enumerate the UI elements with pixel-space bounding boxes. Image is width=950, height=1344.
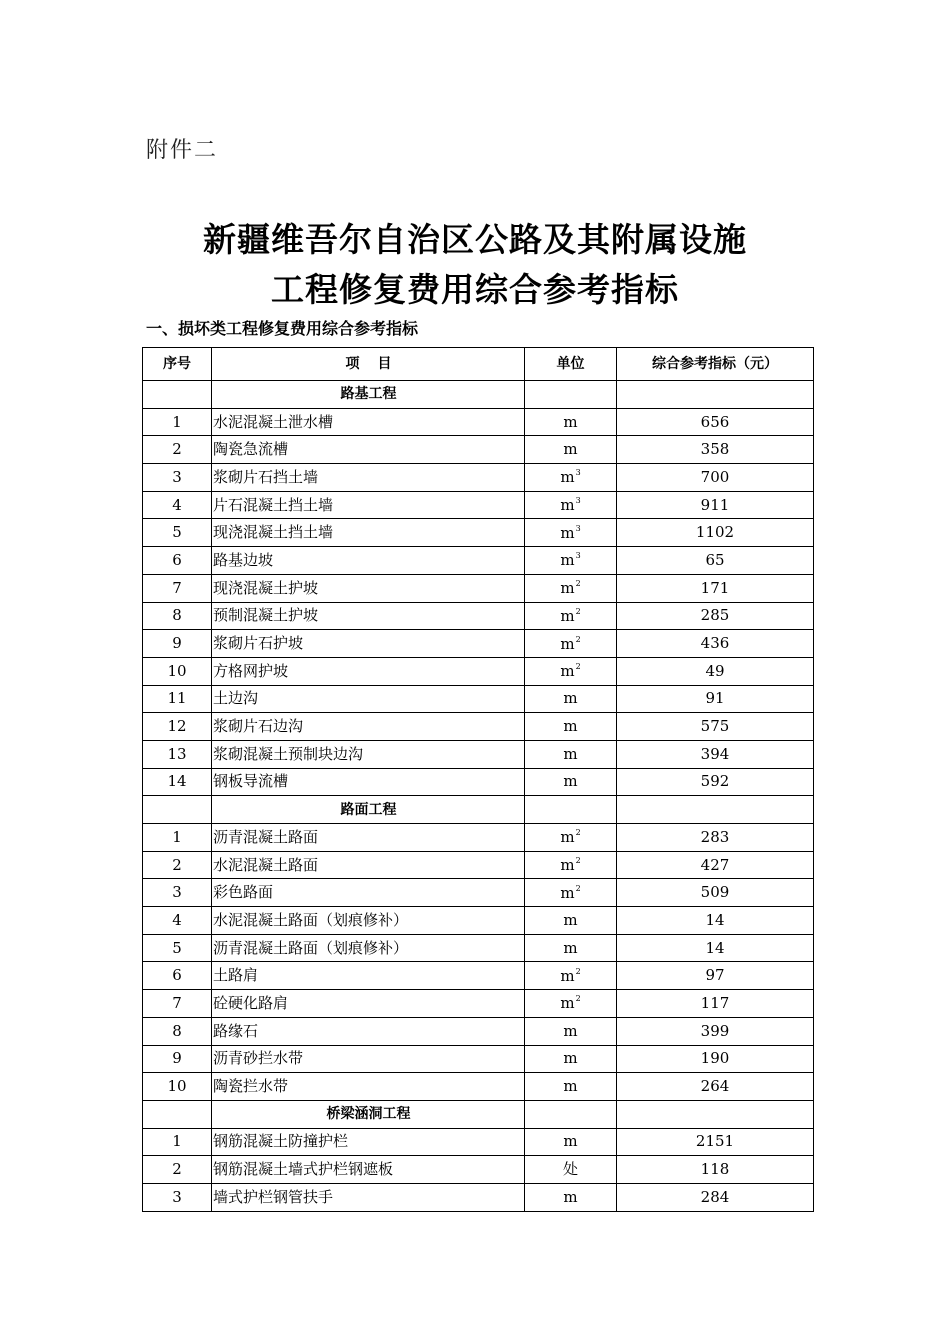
row-value: 117 — [617, 990, 814, 1018]
row-item: 钢板导流槽 — [212, 768, 525, 796]
row-item: 路缘石 — [212, 1017, 525, 1045]
table-row — [143, 851, 814, 879]
row-item: 砼硬化路肩 — [212, 990, 525, 1018]
unit-text: m — [560, 468, 575, 487]
table-row — [143, 1128, 814, 1156]
table-row — [143, 907, 814, 935]
row-unit — [525, 768, 617, 796]
row-unit — [525, 685, 617, 713]
unit-exponent: 3 — [575, 523, 581, 533]
attachment-label: 附件二 — [146, 138, 219, 163]
row-value: 171 — [617, 574, 814, 602]
row-item: 浆砌混凝土预制块边沟 — [212, 740, 525, 768]
unit-exponent: 2 — [575, 634, 581, 644]
row-index: 2 — [143, 436, 212, 464]
row-item: 浆砌片石挡土墙 — [212, 464, 525, 492]
row-item: 路基边坡 — [212, 547, 525, 575]
unit-text: m — [560, 662, 575, 681]
row-item: 预制混凝土护坡 — [212, 602, 525, 630]
unit-exponent: 2 — [575, 883, 581, 893]
row-value: 65 — [617, 547, 814, 575]
row-index: 3 — [143, 464, 212, 492]
row-item: 水泥混凝土路面 — [212, 851, 525, 879]
unit-text: m — [563, 910, 578, 929]
unit-exponent: 2 — [575, 994, 581, 1004]
row-index: 12 — [143, 713, 212, 741]
row-value: 656 — [617, 408, 814, 436]
unit-exponent: 2 — [575, 662, 581, 672]
unit-text: m — [560, 523, 575, 542]
row-index: 6 — [143, 962, 212, 990]
unit-exponent: 2 — [575, 606, 581, 616]
table-row — [143, 602, 814, 630]
group-title: 桥梁涵洞工程 — [212, 1100, 525, 1128]
row-index: 8 — [143, 1017, 212, 1045]
row-value: 97 — [617, 962, 814, 990]
row-unit — [525, 408, 617, 436]
empty-cell — [143, 1100, 212, 1128]
row-unit — [525, 990, 617, 1018]
row-item: 沥青砂拦水带 — [212, 1045, 525, 1073]
row-index: 13 — [143, 740, 212, 768]
unit-exponent: 3 — [575, 468, 581, 478]
table-row — [143, 962, 814, 990]
table-body — [143, 381, 814, 1212]
unit-text: m — [560, 828, 575, 847]
unit-exponent: 2 — [575, 856, 581, 866]
empty-cell — [143, 796, 212, 824]
row-index: 5 — [143, 934, 212, 962]
row-index: 11 — [143, 685, 212, 713]
row-value: 911 — [617, 491, 814, 519]
header-item — [212, 348, 525, 381]
table-row — [143, 657, 814, 685]
table-row — [143, 519, 814, 547]
row-value: 394 — [617, 740, 814, 768]
unit-text: m — [563, 1077, 578, 1096]
row-item: 现浇混凝土挡土墙 — [212, 519, 525, 547]
row-item: 水泥混凝土路面（划痕修补） — [212, 907, 525, 935]
table-row — [143, 1156, 814, 1184]
row-unit — [525, 657, 617, 685]
row-unit — [525, 1156, 617, 1184]
row-value: 14 — [617, 907, 814, 935]
group-title: 路面工程 — [212, 796, 525, 824]
row-unit — [525, 519, 617, 547]
row-unit — [525, 1017, 617, 1045]
unit-text: m — [560, 496, 575, 515]
row-unit — [525, 574, 617, 602]
row-value: 14 — [617, 934, 814, 962]
unit-text: m — [563, 1021, 578, 1040]
table-row — [143, 1183, 814, 1211]
row-index: 9 — [143, 1045, 212, 1073]
unit-text: m — [563, 938, 578, 957]
row-item: 浆砌片石边沟 — [212, 713, 525, 741]
table-row — [143, 824, 814, 852]
row-index: 10 — [143, 1073, 212, 1101]
row-unit — [525, 602, 617, 630]
unit-text: m — [560, 634, 575, 653]
unit-text: m — [563, 440, 578, 459]
unit-text: 处 — [562, 1160, 578, 1179]
cost-index-table — [142, 347, 814, 1212]
row-index: 9 — [143, 630, 212, 658]
row-item: 钢筋混凝土防撞护栏 — [212, 1128, 525, 1156]
header-item-label: 项目 — [345, 356, 410, 372]
row-index: 10 — [143, 657, 212, 685]
document-title-line2: 工程修复费用综合参考指标 — [271, 270, 679, 309]
table-row — [143, 685, 814, 713]
unit-text: m — [560, 579, 575, 598]
table-row — [143, 768, 814, 796]
row-unit — [525, 1073, 617, 1101]
row-index: 1 — [143, 1128, 212, 1156]
unit-exponent: 3 — [575, 496, 581, 506]
empty-cell — [525, 796, 617, 824]
row-value: 283 — [617, 824, 814, 852]
document-title-line1: 新疆维吾尔自治区公路及其附属设施 — [203, 220, 747, 259]
row-item: 土边沟 — [212, 685, 525, 713]
row-item: 方格网护坡 — [212, 657, 525, 685]
table-row — [143, 630, 814, 658]
row-index: 7 — [143, 990, 212, 1018]
unit-exponent: 2 — [575, 966, 581, 976]
row-unit — [525, 907, 617, 935]
row-item: 浆砌片石护坡 — [212, 630, 525, 658]
row-item: 沥青混凝土路面（划痕修补） — [212, 934, 525, 962]
unit-text: m — [563, 1132, 578, 1151]
row-item: 沥青混凝土路面 — [212, 824, 525, 852]
row-value: 2151 — [617, 1128, 814, 1156]
row-unit — [525, 547, 617, 575]
row-unit — [525, 436, 617, 464]
table-row — [143, 879, 814, 907]
row-unit — [525, 1128, 617, 1156]
table-row — [143, 547, 814, 575]
row-value: 358 — [617, 436, 814, 464]
row-item: 土路肩 — [212, 962, 525, 990]
row-unit — [525, 1045, 617, 1073]
empty-cell — [525, 1100, 617, 1128]
row-value: 575 — [617, 713, 814, 741]
row-value: 509 — [617, 879, 814, 907]
row-index: 3 — [143, 879, 212, 907]
row-index: 7 — [143, 574, 212, 602]
row-unit — [525, 851, 617, 879]
row-index: 8 — [143, 602, 212, 630]
row-unit — [525, 740, 617, 768]
row-item: 墙式护栏钢管扶手 — [212, 1183, 525, 1211]
table-row — [143, 574, 814, 602]
unit-text: m — [560, 551, 575, 570]
row-unit — [525, 1183, 617, 1211]
table-row — [143, 713, 814, 741]
unit-text: m — [563, 1187, 578, 1206]
unit-exponent: 2 — [575, 828, 581, 838]
group-row — [143, 1100, 814, 1128]
row-index: 2 — [143, 851, 212, 879]
unit-text: m — [563, 772, 578, 791]
empty-cell — [617, 1100, 814, 1128]
row-value: 49 — [617, 657, 814, 685]
row-value: 264 — [617, 1073, 814, 1101]
row-unit — [525, 630, 617, 658]
row-index: 2 — [143, 1156, 212, 1184]
row-unit — [525, 713, 617, 741]
unit-text: m — [563, 744, 578, 763]
row-value: 1102 — [617, 519, 814, 547]
row-value: 91 — [617, 685, 814, 713]
empty-cell — [143, 381, 212, 409]
row-unit — [525, 962, 617, 990]
unit-text: m — [560, 606, 575, 625]
row-item: 水泥混凝土泄水槽 — [212, 408, 525, 436]
empty-cell — [617, 381, 814, 409]
row-value: 118 — [617, 1156, 814, 1184]
table-row — [143, 436, 814, 464]
row-value: 190 — [617, 1045, 814, 1073]
row-item: 片石混凝土挡土墙 — [212, 491, 525, 519]
table-row — [143, 934, 814, 962]
row-index: 14 — [143, 768, 212, 796]
unit-text: m — [563, 1049, 578, 1068]
row-value: 284 — [617, 1183, 814, 1211]
row-item: 彩色路面 — [212, 879, 525, 907]
unit-text: m — [560, 883, 575, 902]
row-item: 钢筋混凝土墙式护栏钢遮板 — [212, 1156, 525, 1184]
unit-exponent: 2 — [575, 579, 581, 589]
table-row — [143, 491, 814, 519]
unit-text: m — [563, 717, 578, 736]
row-unit — [525, 824, 617, 852]
empty-cell — [525, 381, 617, 409]
row-value: 700 — [617, 464, 814, 492]
unit-exponent: 3 — [575, 551, 581, 561]
header-index: 序号 — [143, 348, 212, 381]
row-unit — [525, 491, 617, 519]
table-row — [143, 1073, 814, 1101]
row-index: 3 — [143, 1183, 212, 1211]
unit-text: m — [560, 966, 575, 985]
group-title: 路基工程 — [212, 381, 525, 409]
table-row — [143, 464, 814, 492]
row-item: 现浇混凝土护坡 — [212, 574, 525, 602]
unit-text: m — [560, 994, 575, 1013]
row-value: 285 — [617, 602, 814, 630]
unit-text: m — [560, 856, 575, 875]
unit-text: m — [563, 412, 578, 431]
row-unit — [525, 879, 617, 907]
table-row — [143, 740, 814, 768]
unit-text: m — [563, 689, 578, 708]
row-value: 427 — [617, 851, 814, 879]
row-index: 6 — [143, 547, 212, 575]
row-index: 1 — [143, 824, 212, 852]
section-heading: 一、损坏类工程修复费用综合参考指标 — [146, 319, 419, 338]
row-index: 5 — [143, 519, 212, 547]
row-index: 4 — [143, 907, 212, 935]
empty-cell — [617, 796, 814, 824]
row-value: 592 — [617, 768, 814, 796]
row-item: 陶瓷拦水带 — [212, 1073, 525, 1101]
table-row — [143, 408, 814, 436]
row-unit — [525, 464, 617, 492]
row-index: 1 — [143, 408, 212, 436]
table-header-row — [143, 348, 814, 381]
header-unit: 单位 — [525, 348, 617, 381]
row-item: 陶瓷急流槽 — [212, 436, 525, 464]
group-row — [143, 381, 814, 409]
row-index: 4 — [143, 491, 212, 519]
table-row — [143, 1017, 814, 1045]
row-value: 399 — [617, 1017, 814, 1045]
table-row — [143, 990, 814, 1018]
row-unit — [525, 934, 617, 962]
group-row — [143, 796, 814, 824]
row-value: 436 — [617, 630, 814, 658]
table-row — [143, 1045, 814, 1073]
header-value: 综合参考指标（元） — [617, 348, 814, 381]
